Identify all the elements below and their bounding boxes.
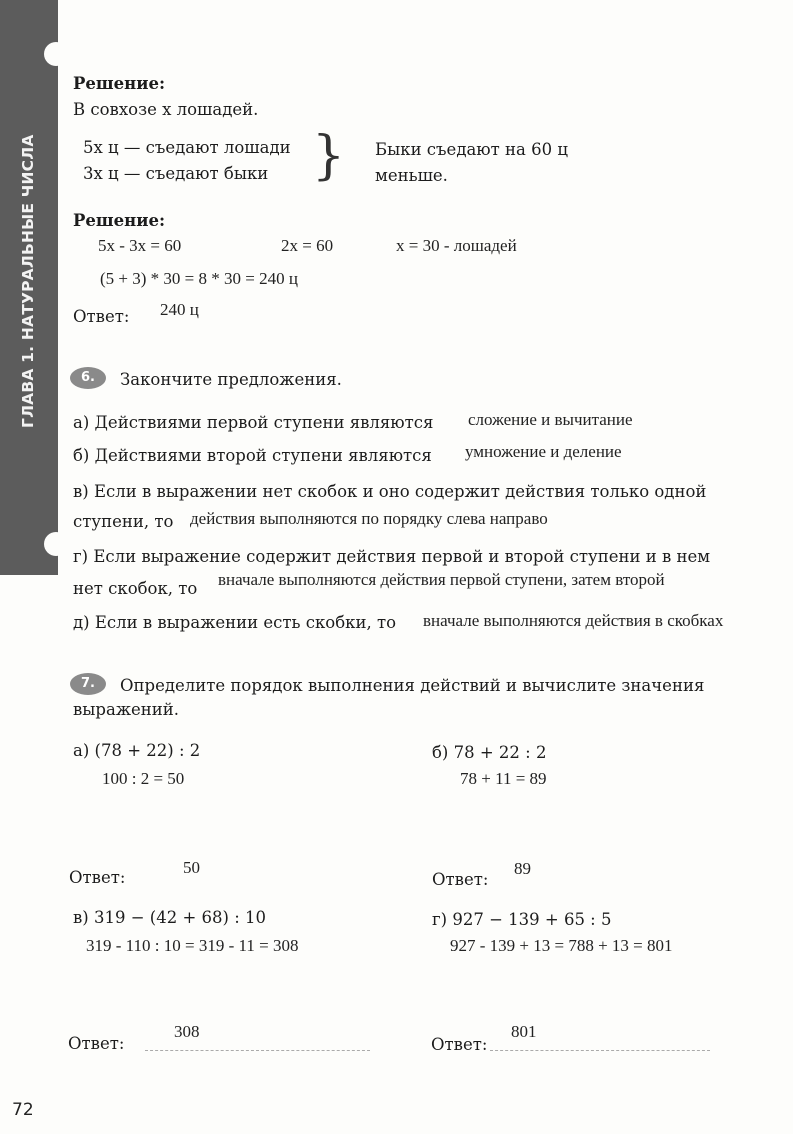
task-7a-expression: а) (78 + 22) : 2	[73, 741, 201, 760]
condition-right-1: Быки съедают на 60 ц	[375, 140, 568, 159]
task-7v-answer: 308	[174, 1022, 200, 1041]
task-6v-prompt-2: ступени, то	[73, 512, 174, 531]
answer-label: Ответ:	[73, 307, 130, 326]
task-7g-work: 927 - 139 + 13 = 788 + 13 = 801	[450, 936, 673, 955]
task-7a-answer-label: Ответ:	[69, 868, 126, 887]
calculation: (5 + 3) * 30 = 8 * 30 = 240 ц	[100, 269, 298, 288]
task-7-title-2: выражений.	[73, 700, 180, 719]
solution-label-2: Решение:	[73, 211, 166, 230]
task-6b-answer: умножение и деление	[465, 442, 622, 461]
task-6g-prompt-2: нет скобок, то	[73, 579, 198, 598]
task-7v-work: 319 - 110 : 10 = 319 - 11 = 308	[86, 936, 299, 955]
answer-line-g	[490, 1050, 710, 1052]
task-6-title: Закончите предложения.	[120, 370, 342, 389]
task-6b-prompt: б) Действиями второй ступени являются	[73, 446, 432, 465]
task-6v-prompt-1: в) Если в выражении нет скобок и оно содержит действия только одной	[73, 482, 707, 501]
equation-3: x = 30 - лошадей	[396, 236, 517, 255]
page-number: 72	[12, 1100, 34, 1120]
task-7g-answer-label: Ответ:	[431, 1035, 488, 1054]
task-7-title-1: Определите порядок выполнения действий и вычислите значения	[120, 676, 705, 695]
task-6g-answer: вначале выполняются действия первой ступени, затем второй	[218, 570, 665, 589]
curly-brace-icon: }	[312, 126, 346, 186]
task-7v-expression: в) 319 − (42 + 68) : 10	[73, 908, 267, 927]
task-7b-expression: б) 78 + 22 : 2	[432, 743, 547, 762]
task-7g-answer: 801	[511, 1022, 537, 1041]
equation-1: 5x - 3x = 60	[98, 236, 182, 255]
task-6g-prompt-1: г) Если выражение содержит действия первой и второй ступени и в нем	[73, 547, 711, 566]
answer-value: 240 ц	[160, 300, 199, 319]
answer-line-v	[145, 1050, 370, 1052]
task-7a-answer: 50	[183, 858, 200, 877]
condition-right-2: меньше.	[375, 166, 448, 185]
equation-2: 2x = 60	[281, 236, 334, 255]
task-7g-expression: г) 927 − 139 + 65 : 5	[432, 910, 612, 929]
task-7b-work: 78 + 11 = 89	[460, 769, 547, 788]
sidebar-notch-bottom	[44, 532, 68, 556]
task-7a-work: 100 : 2 = 50	[102, 769, 185, 788]
chapter-title: ГЛАВА 1. НАТУРАЛЬНЫЕ ЧИСЛА	[19, 134, 37, 428]
problem-intro: В совхозе x лошадей.	[73, 100, 259, 119]
task-7b-answer-label: Ответ:	[432, 870, 489, 889]
task-7v-answer-label: Ответ:	[68, 1034, 125, 1053]
sidebar-notch-top	[44, 42, 68, 66]
task-6-badge: 6.	[70, 367, 106, 389]
task-6a-prompt: а) Действиями первой ступени являются	[73, 413, 434, 432]
condition-horses: 5x ц — съедают лошади	[83, 138, 291, 157]
task-6a-answer: сложение и вычитание	[468, 410, 633, 429]
task-6d-answer: вначале выполняются действия в скобках	[423, 611, 724, 630]
task-7b-answer: 89	[514, 859, 531, 878]
task-7-badge: 7.	[70, 673, 106, 695]
solution-label: Решение:	[73, 74, 166, 93]
task-6v-answer: действия выполняются по порядку слева направо	[190, 509, 548, 528]
task-6d-prompt: д) Если в выражении есть скобки, то	[73, 613, 397, 632]
condition-bulls: 3x ц — съедают быки	[83, 164, 269, 183]
